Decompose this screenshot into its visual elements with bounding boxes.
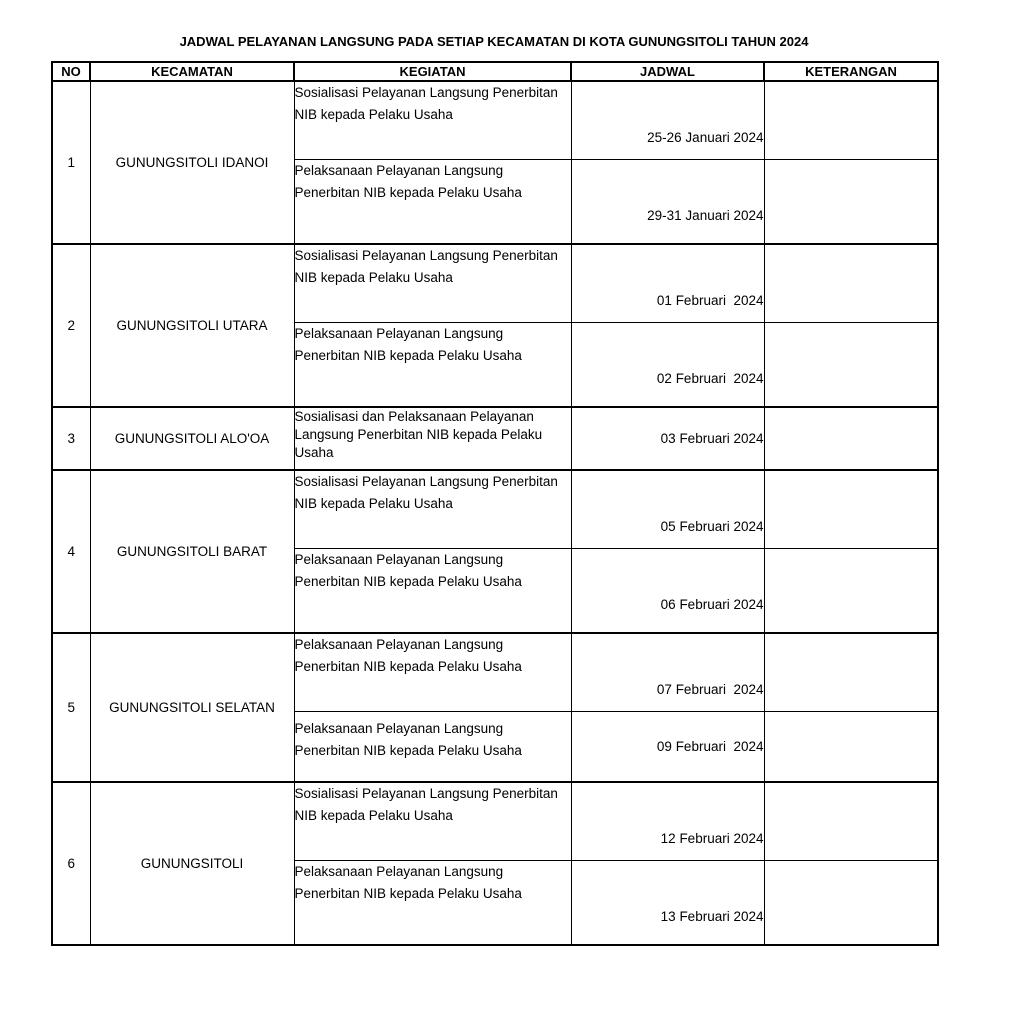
jadwal-cell: 01 Februari 2024 xyxy=(571,244,764,323)
district-group-6 xyxy=(52,782,938,945)
kegiatan-cell: Sosialisasi Pelayanan Langsung Penerbitan NIB kepada Pelaku Usaha xyxy=(294,244,571,323)
row-number: 1 xyxy=(52,81,90,244)
table-row xyxy=(52,633,938,712)
row-number: 6 xyxy=(52,782,90,945)
jadwal-cell: 02 Februari 2024 xyxy=(571,323,764,408)
kecamatan-name: GUNUNGSITOLI IDANOI xyxy=(90,81,294,244)
kegiatan-cell: Pelaksanaan Pelayanan Langsung Penerbitan NIB kepada Pelaku Usaha xyxy=(294,549,571,634)
keterangan-cell xyxy=(764,323,938,408)
keterangan-cell xyxy=(764,549,938,634)
table-row xyxy=(52,244,938,323)
row-number: 2 xyxy=(52,244,90,407)
header-kegiatan: KEGIATAN xyxy=(294,62,571,81)
district-group-5 xyxy=(52,633,938,782)
district-group-2 xyxy=(52,244,938,407)
row-number: 5 xyxy=(52,633,90,782)
jadwal-cell: 06 Februari 2024 xyxy=(571,549,764,634)
kegiatan-cell: Pelaksanaan Pelayanan Langsung Penerbitan NIB kepada Pelaku Usaha xyxy=(294,633,571,712)
kegiatan-cell: Sosialisasi dan Pelaksanaan Pelayanan Langsung Penerbitan NIB kepada Pelaku Usaha xyxy=(294,407,571,470)
kecamatan-name: GUNUNGSITOLI SELATAN xyxy=(90,633,294,782)
jadwal-cell: 07 Februari 2024 xyxy=(571,633,764,712)
kegiatan-cell: Sosialisasi Pelayanan Langsung Penerbitan NIB kepada Pelaku Usaha xyxy=(294,782,571,861)
jadwal-cell: 09 Februari 2024 xyxy=(571,712,764,783)
kecamatan-name: GUNUNGSITOLI xyxy=(90,782,294,945)
row-number: 3 xyxy=(52,407,90,470)
kegiatan-cell: Sosialisasi Pelayanan Langsung Penerbitan NIB kepada Pelaku Usaha xyxy=(294,81,571,160)
kecamatan-name: GUNUNGSITOLI BARAT xyxy=(90,470,294,633)
header-no: NO xyxy=(52,62,90,81)
jadwal-cell: 25-26 Januari 2024 xyxy=(571,81,764,160)
table-header-row xyxy=(52,62,938,81)
header-keterangan: KETERANGAN xyxy=(764,62,938,81)
keterangan-cell xyxy=(764,633,938,712)
keterangan-cell xyxy=(764,782,938,861)
kecamatan-name: GUNUNGSITOLI UTARA xyxy=(90,244,294,407)
kegiatan-cell: Pelaksanaan Pelayanan Langsung Penerbitan NIB kepada Pelaku Usaha xyxy=(294,861,571,946)
page-title: JADWAL PELAYANAN LANGSUNG PADA SETIAP KECAMATAN DI KOTA GUNUNGSITOLI TAHUN 2024 xyxy=(179,34,809,49)
kegiatan-cell: Sosialisasi Pelayanan Langsung Penerbitan NIB kepada Pelaku Usaha xyxy=(294,470,571,549)
jadwal-cell: 12 Februari 2024 xyxy=(571,782,764,861)
table-row xyxy=(52,407,938,470)
schedule-table xyxy=(51,61,939,946)
jadwal-cell: 29-31 Januari 2024 xyxy=(571,160,764,245)
keterangan-cell xyxy=(764,407,938,470)
table-row xyxy=(52,81,938,160)
row-number: 4 xyxy=(52,470,90,633)
keterangan-cell xyxy=(764,861,938,946)
district-group-3 xyxy=(52,407,938,470)
jadwal-cell: 05 Februari 2024 xyxy=(571,470,764,549)
kecamatan-name: GUNUNGSITOLI ALO'OA xyxy=(90,407,294,470)
district-group-4 xyxy=(52,470,938,633)
kegiatan-cell: Pelaksanaan Pelayanan Langsung Penerbitan NIB kepada Pelaku Usaha xyxy=(294,712,571,783)
keterangan-cell xyxy=(764,160,938,245)
jadwal-cell: 03 Februari 2024 xyxy=(571,407,764,470)
district-group-1 xyxy=(52,81,938,244)
table-row xyxy=(52,782,938,861)
keterangan-cell xyxy=(764,81,938,160)
jadwal-cell: 13 Februari 2024 xyxy=(571,861,764,946)
keterangan-cell xyxy=(764,470,938,549)
kegiatan-cell: Pelaksanaan Pelayanan Langsung Penerbitan NIB kepada Pelaku Usaha xyxy=(294,160,571,245)
kegiatan-cell: Pelaksanaan Pelayanan Langsung Penerbitan NIB kepada Pelaku Usaha xyxy=(294,323,571,408)
header-jadwal: JADWAL xyxy=(571,62,764,81)
table-row xyxy=(52,470,938,549)
keterangan-cell xyxy=(764,712,938,783)
keterangan-cell xyxy=(764,244,938,323)
header-kecamatan: KECAMATAN xyxy=(90,62,294,81)
